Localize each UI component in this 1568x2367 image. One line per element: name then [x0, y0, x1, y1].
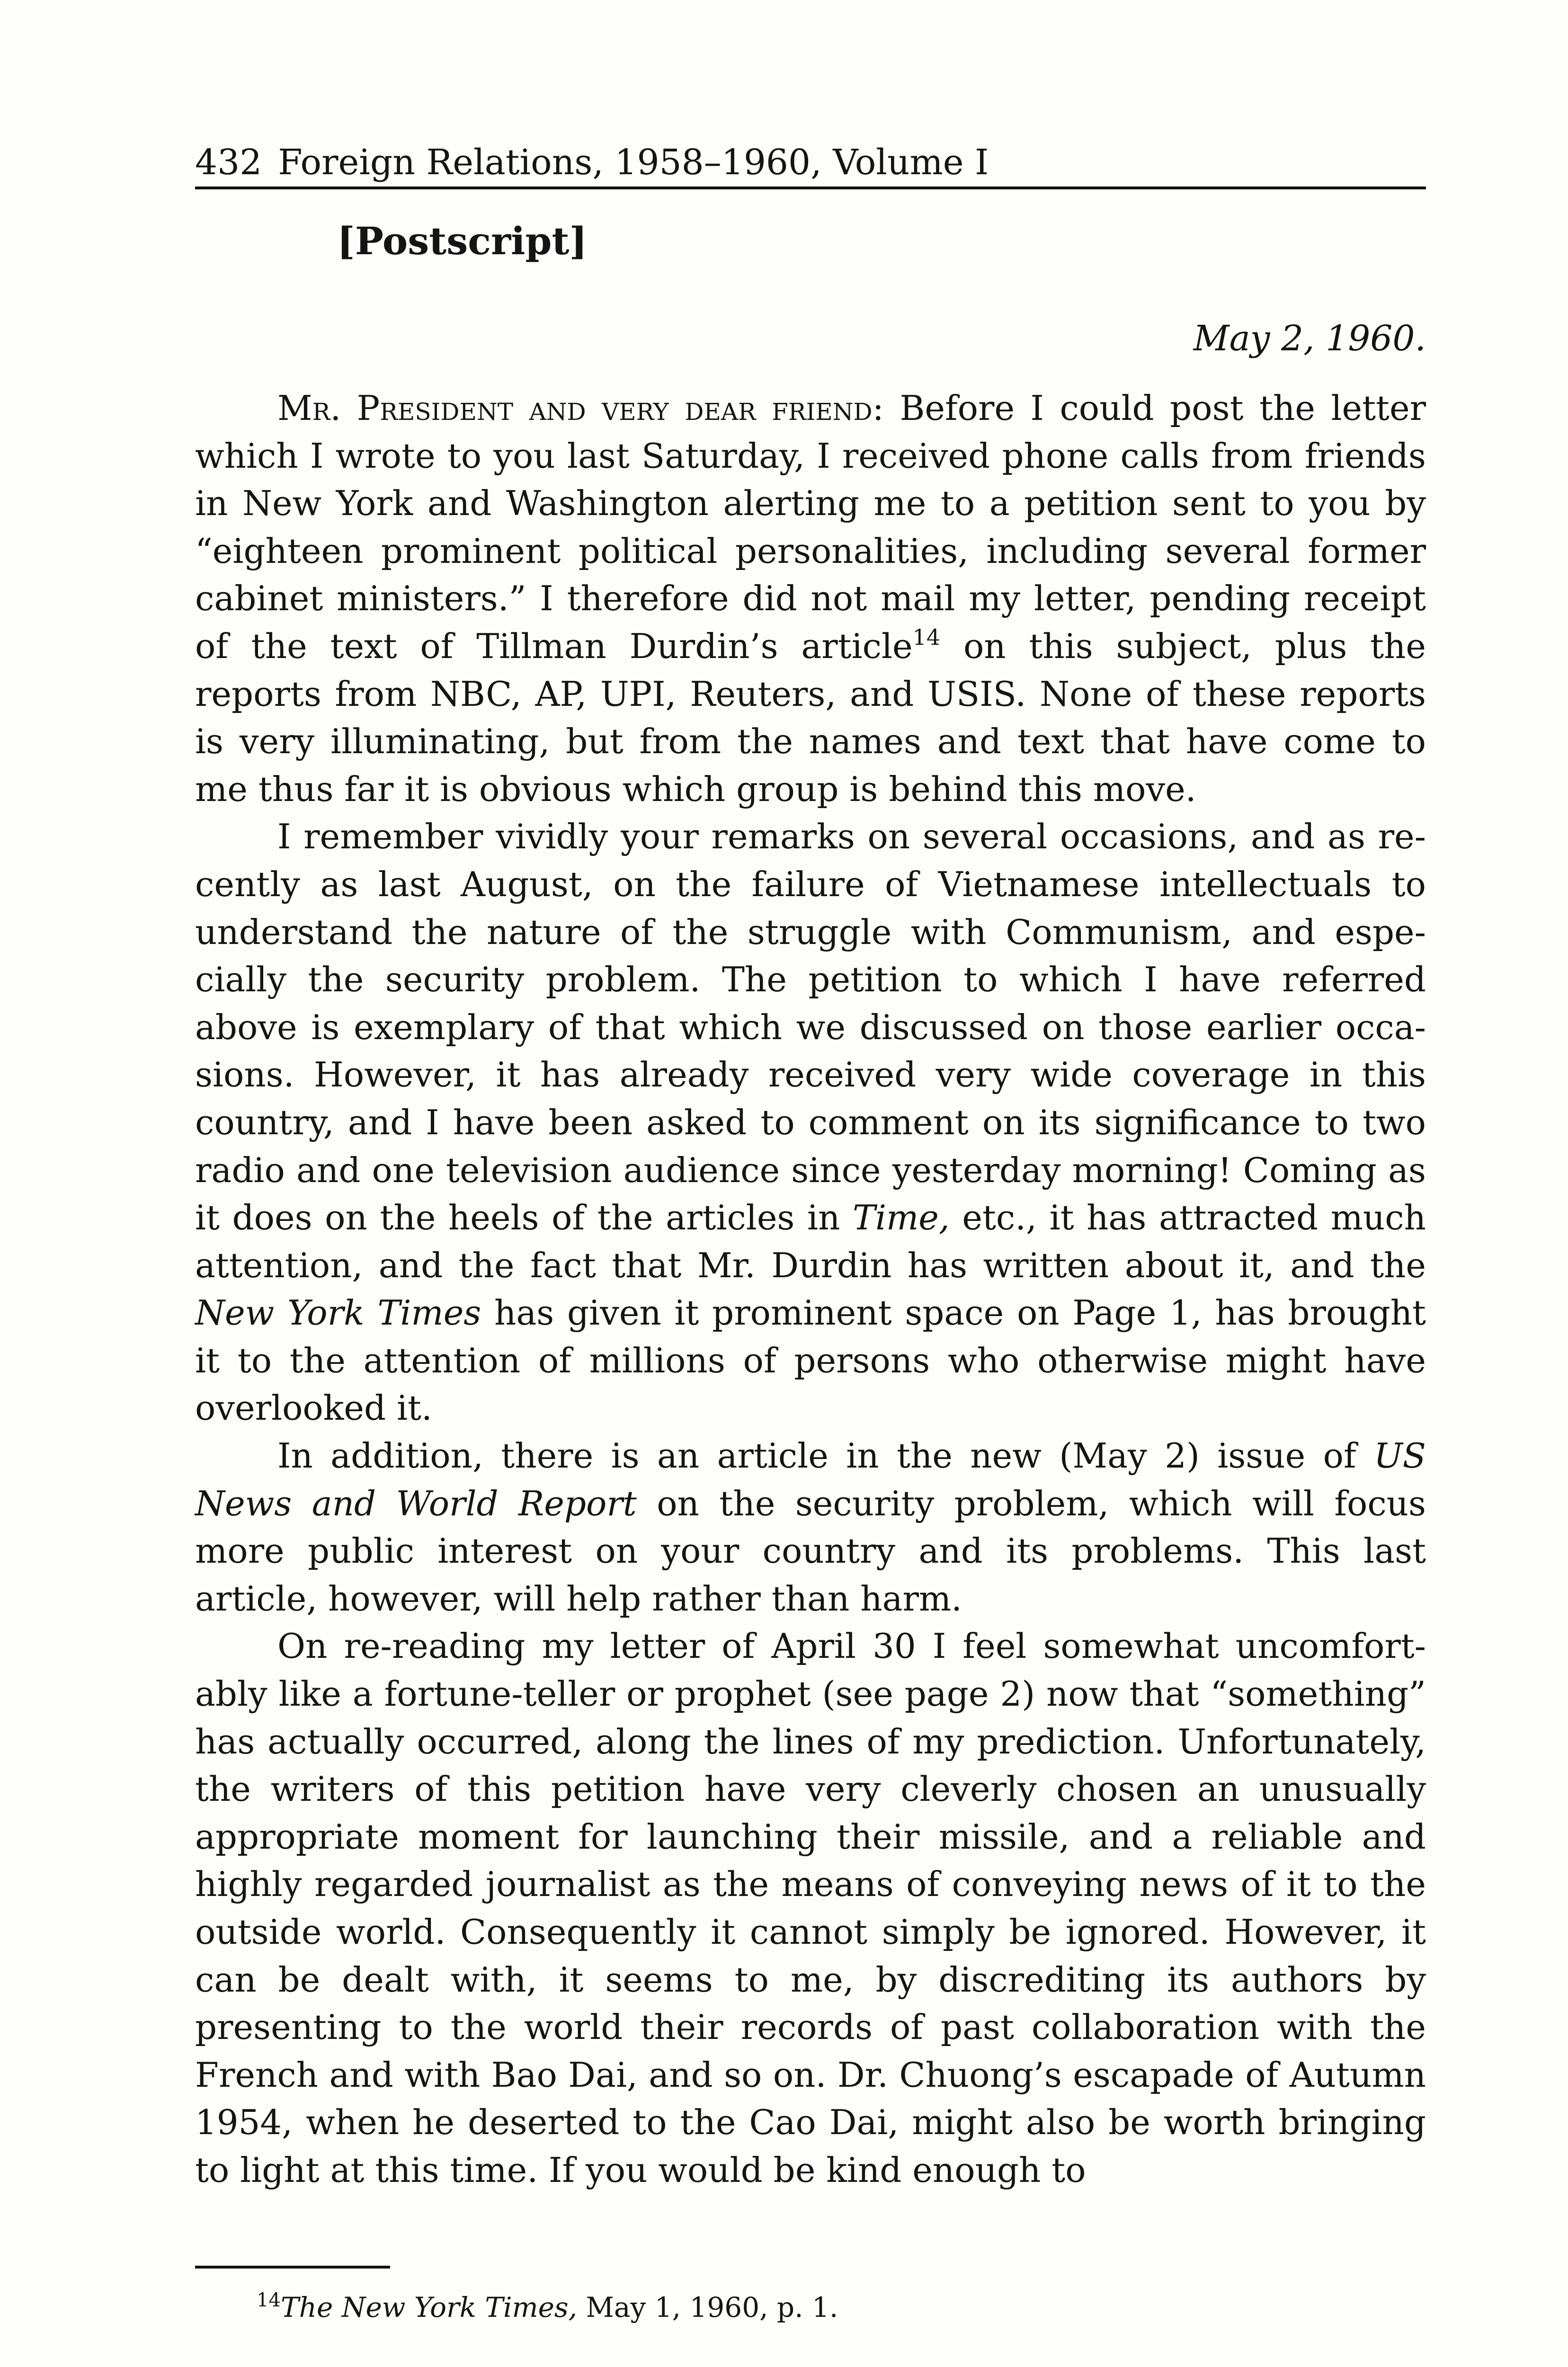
paragraph-text: In addition, there is an article in the new (May 2) issue of	[277, 1436, 1374, 1476]
italic-publication: New York Times	[195, 1293, 481, 1333]
paragraph-text: Before I could post the letter which I wrote to you last Saturday, I received phone calls from friends in New York and Washington alerting me to a petition sent to you by “eighteen prominent political personalities, including several former cabinet ministers.” I therefore did not mail my letter, pending receipt of the text of Tillman Durdin’s article	[195, 388, 1426, 666]
paragraph-1	[195, 384, 1426, 813]
italic-publication: Time,	[852, 1198, 950, 1238]
running-head	[195, 127, 1426, 189]
footnote-reference: 14	[912, 624, 941, 650]
footnote-publication: The New York Times,	[280, 2291, 578, 2323]
section-heading: [Postscript]	[337, 219, 588, 263]
paragraph-text: I remember vividly your remarks on several occasions, and as recently as last August, on the failure of Vietnamese intellectuals to understand the nature of the struggle with Communism, and especially the security problem. The petition to which I have referred above is exemplary of that which we discussed on those earlier occasions. However, it has already received very wide coverage in this country, and I have been asked to comment on its significance to two radio and one television audience since yesterday morning! Coming as it does on the heels of the articles in	[195, 817, 1426, 1238]
paragraph-text: on the security problem, which will focus more public interest on your country and its problems. This last article, however, will help rather than harm.	[195, 1483, 1426, 1619]
page-number: 432	[195, 142, 262, 183]
paragraph-text: on this subject, plus the reports from NBC, AP, UPI, Reuters, and USIS. None of these reports is very illuminating, but from the names and text that have come to me thus far it is obvious which group is behind this move.	[195, 626, 1426, 809]
paragraph-4	[195, 1622, 1426, 2194]
paragraph-3	[195, 1432, 1426, 1622]
paragraph-text: etc., it has attracted much attention, and the fact that Mr. Durdin has written about it, and the	[195, 1198, 1426, 1285]
footnote-mark: 14	[257, 2289, 281, 2311]
dateline: May 2, 1960.	[1193, 318, 1426, 359]
paragraph-text: On re-reading my letter of April 30 I feel somewhat uncomfortably like a fortune-teller or prophet (see page 2) now that “something” has actually occurred, along the lines of my prediction. Unfortunately, the writers of this petition have very cleverly chosen an unusually appropriate moment for launching their missile, and a reliable and highly regarded journalist as the means of conveying news of it to the outside world. Consequently it cannot simply be ignored. However, it can be dealt with, it seems to me, by discrediting its authors by presenting to the world their records of past collaboration with the French and with Bao Dai, and so on. Dr. Chuong’s escapade of Autumn 1954, when he deserted to the Cao Dai, might also be worth bringing to light at this time. If you would be kind enough to	[195, 1626, 1426, 2190]
footnote-divider	[195, 2266, 390, 2269]
italic-publication: US News and World Report	[195, 1436, 1426, 1523]
paragraph-2	[195, 813, 1426, 1432]
volume-title: Foreign Relations, 1958–1960, Volume I	[278, 142, 989, 183]
paragraph-text: has given it prominent space on Page 1, has brought it to the attention of millions of persons who otherwise might have overlooked it.	[195, 1293, 1426, 1428]
salutation: Mr. President and very dear friend:	[277, 388, 884, 428]
document-page	[195, 0, 1426, 2367]
footnote	[257, 2291, 838, 2323]
footnote-citation: May 1, 1960, p. 1.	[577, 2291, 838, 2323]
letter-body	[195, 384, 1426, 2194]
